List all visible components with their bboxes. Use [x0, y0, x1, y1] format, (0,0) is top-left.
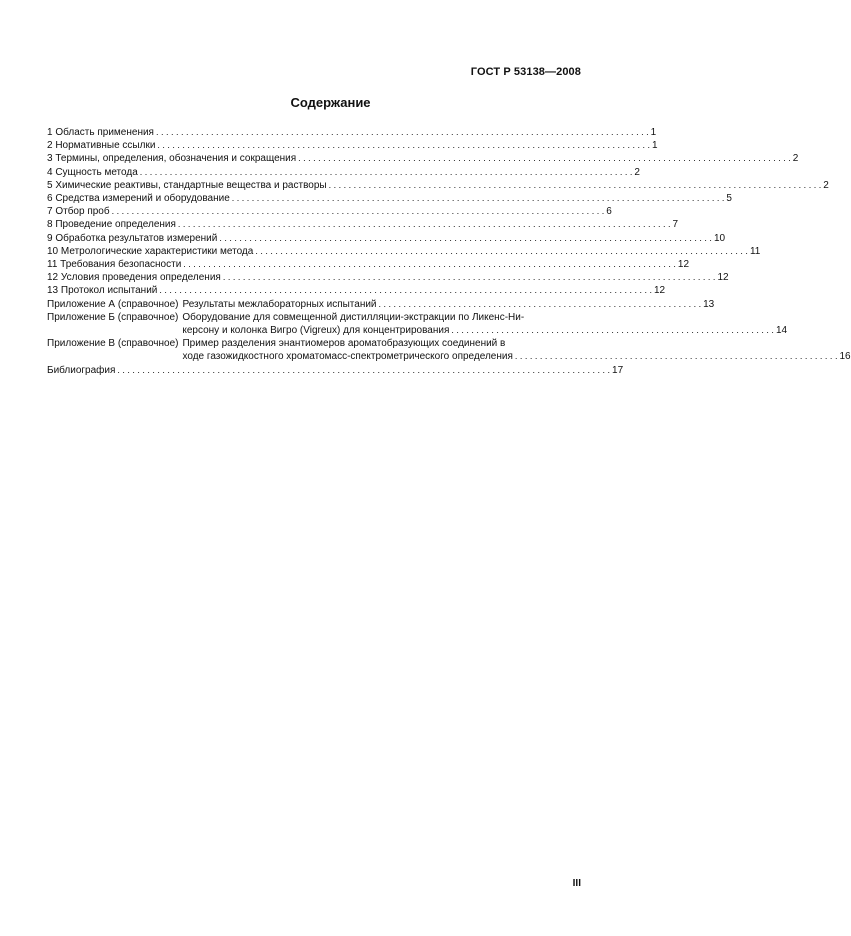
- toc-entry-page: 1: [650, 127, 657, 138]
- leader-dots: [379, 298, 702, 311]
- toc-entry-page: 12: [677, 259, 690, 271]
- toc-entry-label: 6 Средства измерений и оборудование: [47, 193, 230, 205]
- toc-entry-label: 8 Проведение определения: [47, 219, 176, 231]
- toc-entry-page: 10: [713, 232, 726, 244]
- leader-dots: [157, 139, 650, 152]
- leader-dots: [178, 218, 671, 231]
- toc-entry-label: 1 Область применения: [47, 127, 154, 138]
- toc-entry-page: 12: [654, 285, 666, 297]
- appendix-title-line2: керсону и колонка Вигро (Vigreux) для концентрирования: [182, 325, 450, 337]
- toc-entry[interactable]: [47, 271, 729, 284]
- toc-entry[interactable]: [47, 218, 679, 231]
- appendix-title: Результаты межлабораторных испытаний: [182, 298, 377, 310]
- toc-entry[interactable]: [47, 139, 658, 152]
- toc-entry-label: 7 Отбор проб: [47, 206, 110, 218]
- toc-bibliography[interactable]: [47, 364, 624, 377]
- appendix-prefix: Приложение А (справочное): [47, 298, 179, 310]
- toc-appendix-v[interactable]: [47, 337, 851, 363]
- toc-entry-page: 2: [792, 153, 799, 165]
- appendix-title-line1: Пример разделения энантиомеров ароматобразующих соединений в: [182, 338, 506, 350]
- toc-entry[interactable]: [47, 179, 829, 192]
- appendix-prefix: Приложение В (справочное): [47, 338, 179, 350]
- leader-dots: [232, 192, 725, 205]
- toc-entry-label: 13 Протокол испытаний: [47, 285, 158, 297]
- appendix-page: 16: [839, 351, 851, 363]
- toc-entry[interactable]: [47, 166, 640, 179]
- toc-entry-label: 5 Химические реактивы, стандартные вещества и растворы: [47, 179, 327, 191]
- appendix-title-line1: Оборудование для совмещенной дистилляции-экстракции по Ликенс-Ни-: [182, 311, 525, 323]
- leader-dots: [255, 245, 748, 258]
- table-of-contents: [47, 126, 851, 377]
- toc-appendix-b[interactable]: [47, 311, 788, 337]
- appendix-title-line2: ходе газожидкостного хроматомасс-спектрометрического определения: [182, 351, 513, 363]
- toc-entry-label: 9 Обработка результатов измерений: [47, 232, 218, 244]
- leader-dots: [223, 271, 716, 284]
- leader-dots: [159, 284, 652, 297]
- toc-entry-label: 3 Термины, определения, обозначения и сокращения: [47, 153, 297, 165]
- toc-entry-page: 12: [717, 272, 729, 284]
- appendix-page: 14: [775, 325, 788, 337]
- leader-dots: [219, 232, 712, 245]
- toc-entry-page: 2: [634, 166, 640, 178]
- toc-entry-label: 10 Метрологические характеристики метода: [47, 245, 254, 257]
- toc-entry[interactable]: [47, 232, 726, 245]
- leader-dots: [140, 166, 633, 179]
- toc-entry[interactable]: [47, 152, 799, 165]
- page-number: III: [572, 878, 581, 889]
- leader-dots: [451, 324, 774, 337]
- toc-entry[interactable]: [47, 205, 612, 218]
- leader-dots: [298, 152, 791, 165]
- toc-entry[interactable]: [47, 245, 761, 258]
- toc-entry-label: 2 Нормативные ссылки: [47, 140, 156, 152]
- leader-dots: [156, 126, 649, 139]
- toc-entry-page: 7: [672, 219, 679, 231]
- toc-entry-page: 1: [652, 140, 658, 152]
- leader-dots: [329, 179, 822, 192]
- toc-entry[interactable]: [47, 192, 732, 205]
- document-code: ГОСТ Р 53138—2008: [470, 66, 581, 78]
- toc-appendix-a[interactable]: [47, 298, 715, 311]
- toc-entry-page: 5: [726, 193, 732, 205]
- toc-entry[interactable]: [47, 258, 690, 271]
- toc-entry-label: 4 Сущность метода: [47, 166, 138, 178]
- toc-entry-page: 6: [606, 206, 612, 218]
- toc-title: Содержание: [290, 95, 371, 110]
- appendix-page: 13: [703, 298, 715, 310]
- toc-entry-page: 11: [749, 245, 761, 257]
- toc-entry-label: 11 Требования безопасности: [47, 259, 182, 271]
- leader-dots: [112, 205, 605, 218]
- toc-entry[interactable]: [47, 284, 666, 297]
- bibliography-page: 17: [612, 364, 624, 376]
- toc-entry-label: 12 Условия проведения определения: [47, 272, 221, 284]
- toc-entry[interactable]: [47, 126, 657, 139]
- leader-dots: [515, 350, 838, 363]
- leader-dots: [117, 364, 610, 377]
- leader-dots: [183, 258, 676, 271]
- bibliography-label: Библиография: [47, 364, 116, 376]
- appendix-prefix: Приложение Б (справочное): [47, 311, 179, 323]
- toc-entry-page: 2: [823, 179, 829, 191]
